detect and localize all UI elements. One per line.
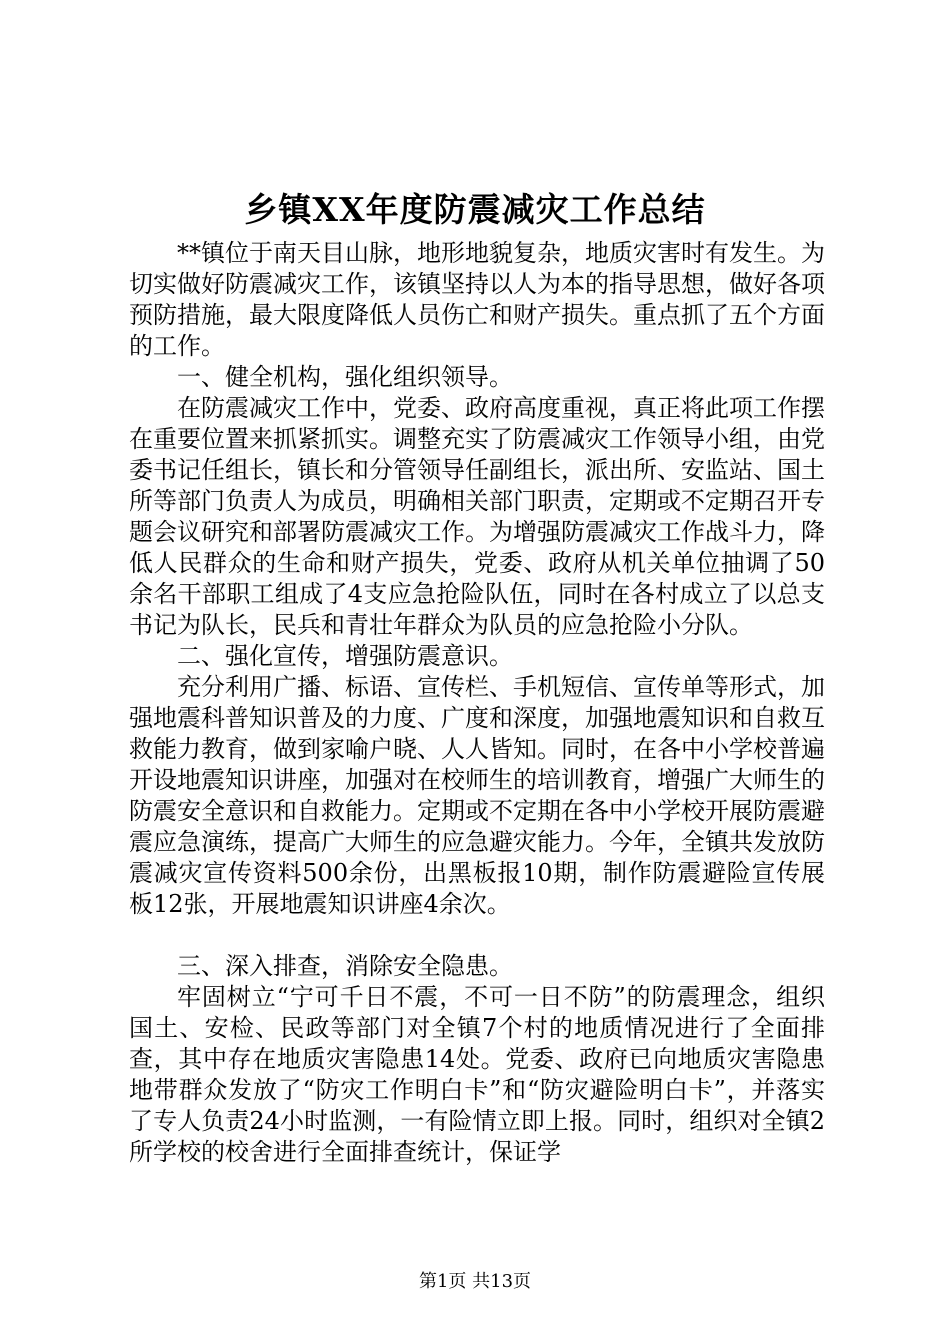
document-body [129,238,825,1168]
document-title: 乡镇XX年度防震减灾工作总结 [244,190,706,229]
section-heading-3: 三、深入排查，消除安全隐患。 [177,952,513,980]
paragraph-gap [129,920,825,951]
paragraph-section-3: 牢固树立“宁可千日不震，不可一日不防”的防震理念，组织国土、安检、民政等部门对全镇7个村的地质情况进行了全面排查，其中存在地质灾害隐患14处。党委、政府已向地质灾害隐患地带群众发放了“防灾工作明白卡”和“防灾避险明白卡”，并落实了专人负责24小时监测，一有险情立即上报。同时，组织对全镇2所学校的校舍进行全面排查统计，保证学 [129,983,825,1166]
paragraph-section-1: 在防震减灾工作中，党委、政府高度重视，真正将此项工作摆在重要位置来抓紧抓实。调整充实了防震减灾工作领导小组，由党委书记任组长，镇长和分管领导任副组长，派出所、安监站、国土所等部门负责人为成员，明确相关部门职责，定期或不定期召开专题会议研究和部署防震减灾工作。为增强防震减灾工作战斗力，降低人民群众的生命和财产损失，党委、政府从机关单位抽调了50余名干部职工组成了4支应急抢险队伍，同时在各村成立了以总支书记为队长，民兵和青壮年群众为队员的应急抢险小分队。 [129,394,825,639]
page-number: 第1页 共13页 [418,1271,532,1292]
section-heading-2: 二、强化宣传，增强防震意识。 [177,642,513,670]
paragraph-intro: **镇位于南天目山脉，地形地貌复杂，地质灾害时有发生。为切实做好防震减灾工作，该镇坚持以人为本的指导思想，做好各项预防措施，最大限度降低人员伤亡和财产损失。重点抓了五个方面的工作。 [129,239,825,360]
section-heading-1: 一、健全机构，强化组织领导。 [177,363,513,391]
paragraph-section-2: 充分利用广播、标语、宣传栏、手机短信、宣传单等形式，加强地震科普知识普及的力度、广度和深度，加强地震知识和自救互救能力教育，做到家喻户晓、人人皆知。同时，在各中小学校普遍开设地震知识讲座，加强对在校师生的培训教育，增强广大师生的防震安全意识和自救能力。定期或不定期在各中小学校开展防震避震应急演练，提高广大师生的应急避灾能力。今年，全镇共发放防震减灾宣传资料500余份，出黑板报10期，制作防震避险宣传展板12张，开展地震知识讲座4余次。 [129,673,825,918]
